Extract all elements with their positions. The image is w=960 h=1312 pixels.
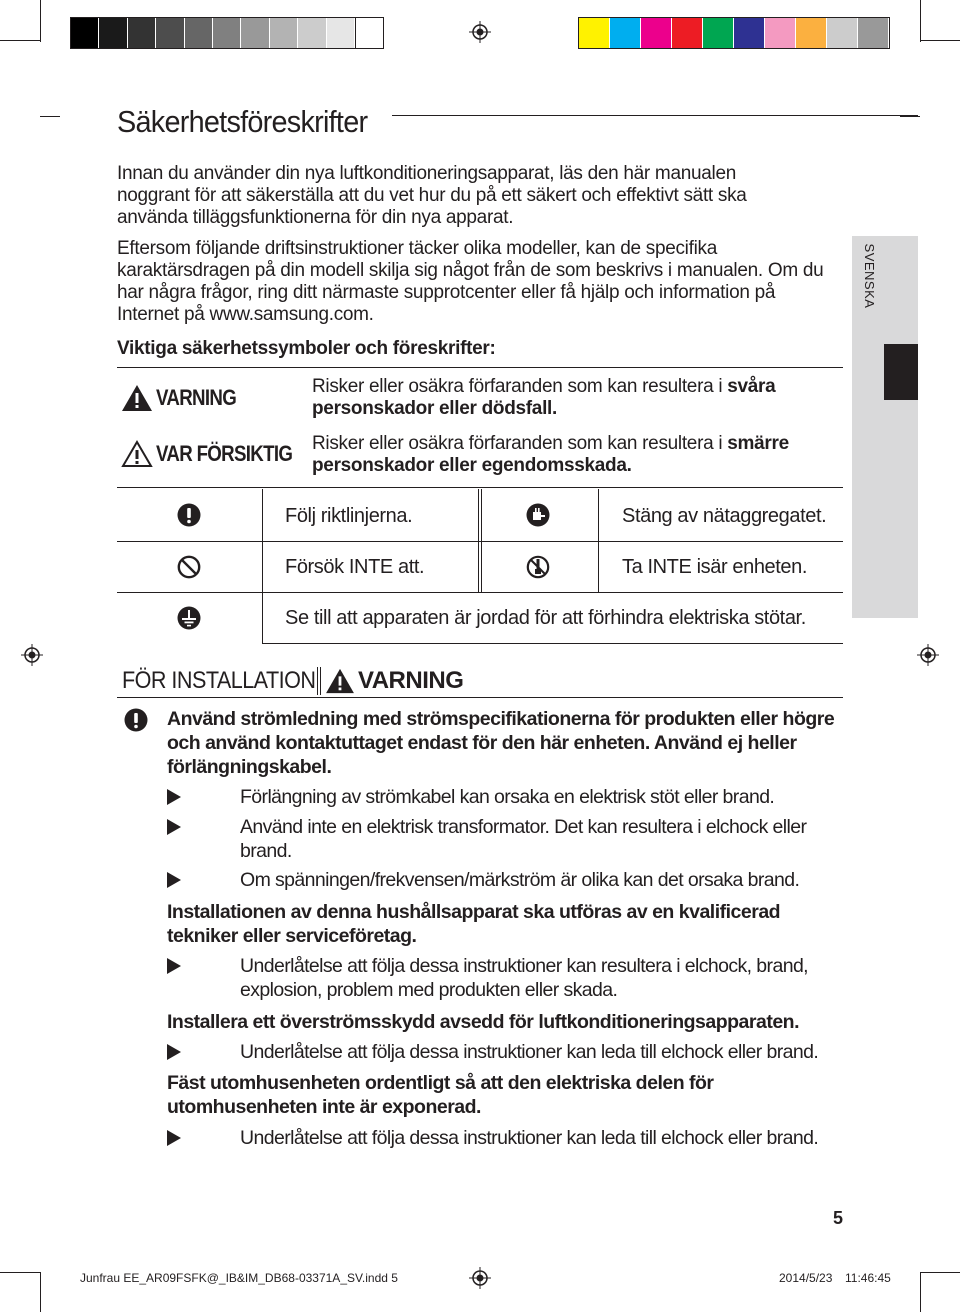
table-rule: [117, 367, 843, 368]
instruction-detail: Underlåtelse att följa dessa instruktioner kan resultera i elchock, brand, explosion, problem med produkten eller skada.: [240, 955, 809, 1001]
unplug-icon: [526, 503, 550, 527]
instruction-detail: Underlåtelse att följa dessa instruktioner kan leda till elchock eller brand.: [240, 1127, 819, 1149]
color-swatch: [99, 18, 126, 48]
crop-mark: [920, 0, 921, 42]
color-swatch: [298, 18, 325, 48]
warning-description-text: Risker eller osäkra förfaranden som kan resultera i: [312, 376, 728, 397]
registration-mark-icon: [469, 21, 491, 43]
section-rule: [117, 697, 843, 698]
table-divider: [481, 489, 482, 592]
registration-mark-icon: [21, 644, 43, 666]
instruction-heading: Använd strömledning med strömspecifikationerna för produkten eller högre och använd kontaktuttaget endast för den här enheten. Använd ej heller förlängningskabel.: [167, 708, 835, 778]
color-swatch: [156, 18, 183, 48]
bullet-arrow-icon: [167, 958, 181, 974]
page-number: 5: [833, 1208, 844, 1228]
color-swatch: [827, 18, 857, 48]
warning-label-text: VARNING: [156, 385, 237, 410]
crop-mark: [40, 1272, 41, 1312]
exclamation-icon: [124, 708, 148, 732]
footer-time: 11:46:45: [845, 1271, 891, 1285]
language-label: SVENSKA: [862, 243, 877, 309]
installation-warning-text: VARNING: [358, 667, 464, 694]
bullet-arrow-icon: [167, 789, 181, 805]
crop-mark: [920, 40, 960, 41]
symbol-text: Försök INTE att.: [285, 556, 425, 578]
color-swatch: [703, 18, 733, 48]
installation-heading: FÖR INSTALLATION: [122, 667, 316, 694]
color-swatch: [241, 18, 268, 48]
instruction-detail: Underlåtelse att följa dessa instruktioner kan leda till elchock eller brand.: [240, 1041, 819, 1063]
crop-mark: [920, 1272, 960, 1273]
bullet-arrow-icon: [167, 872, 181, 888]
color-swatch: [734, 18, 764, 48]
prohibited-icon: [177, 555, 201, 579]
registration-mark-icon: [469, 1267, 491, 1289]
bullet-arrow-icon: [167, 1130, 181, 1146]
footer-date: 2014/5/23: [779, 1271, 833, 1285]
installation-warning-label: [325, 667, 463, 695]
color-swatch: [213, 18, 240, 48]
caution-label: [121, 440, 316, 468]
table-rule: [117, 592, 843, 593]
warning-label: [121, 384, 250, 412]
caution-description-text: Risker eller osäkra förfaranden som kan resultera i: [312, 433, 728, 454]
crop-mark: [40, 0, 41, 42]
footer-filename: Junfrau EE_AR09FSFK@_IB&IM_DB68-03371A_SV.indd 5: [80, 1271, 398, 1285]
bullet-arrow-icon: [167, 819, 181, 835]
symbol-text: Följ riktlinjerna.: [285, 505, 413, 527]
bullet-arrow-icon: [167, 1044, 181, 1060]
color-swatch: [610, 18, 640, 48]
color-swatch: [327, 18, 354, 48]
ground-icon: [177, 606, 201, 630]
color-swatch: [858, 18, 888, 48]
crop-mark: [40, 116, 60, 117]
color-swatch: [579, 18, 609, 48]
intro-paragraph-2: Eftersom följande driftsinstruktioner täcker olika modeller, kan de specifika karaktärsdragen på din modell skilja sig något från de som beskrivs i manualen. Om du har några frågor, ring ditt närmaste supprotcenter eller få hjälp och information på Internet på www.samsung.com.: [117, 238, 824, 325]
warning-description-emphasis: svåra personskador eller dödsfall.: [312, 376, 776, 419]
color-swatch: [641, 18, 671, 48]
process-color-bar: [578, 17, 890, 49]
table-divider: [262, 489, 263, 643]
symbol-text: Se till att apparaten är jordad för att förhindra elektriska stötar.: [285, 607, 806, 629]
instruction-detail: Använd inte en elektrisk transformator. Det kan resultera i elchock eller brand.: [240, 816, 807, 862]
crop-mark: [920, 1272, 921, 1312]
caution-description: [312, 433, 812, 477]
crop-mark: [0, 40, 40, 41]
instruction-detail: Om spänningen/frekvensen/märkström är olika kan det orsaka brand.: [240, 869, 800, 891]
table-divider: [478, 489, 479, 592]
crop-mark: [0, 1272, 40, 1273]
color-swatch: [128, 18, 155, 48]
caution-triangle-icon: [121, 440, 153, 468]
no-disassemble-icon: [526, 555, 550, 579]
instruction-detail: Förlängning av strömkabel kan orsaka en elektrisk stöt eller brand.: [240, 786, 775, 808]
instruction-heading: Installationen av denna hushållsapparat ska utföras av en kvalificerad tekniker eller serviceföretag.: [167, 901, 781, 947]
caution-description-emphasis: smärre personskador eller egendomsskada.: [312, 433, 789, 476]
table-rule: [262, 643, 843, 644]
table-divider: [598, 489, 599, 592]
table-rule: [117, 487, 843, 488]
color-swatch: [765, 18, 795, 48]
warning-triangle-icon: [121, 384, 153, 412]
instruction-heading: Fäst utomhusenheten ordentligt så att den elektriska delen för utomhusenheten inte är exponerad.: [167, 1072, 714, 1118]
title-rule: [392, 115, 918, 116]
symbol-text: Stäng av nätaggregatet.: [622, 505, 827, 527]
grayscale-color-bar: [70, 17, 384, 49]
color-swatch: [185, 18, 212, 48]
color-swatch: [796, 18, 826, 48]
warning-triangle-icon: [325, 668, 355, 694]
warning-description: [312, 376, 812, 420]
heading-divider: [317, 667, 318, 695]
caution-label-text: VAR FÖRSIKTIG: [156, 441, 293, 466]
color-swatch: [71, 18, 98, 48]
color-swatch: [270, 18, 297, 48]
language-side-tab-marker: [884, 344, 918, 400]
crop-mark: [900, 116, 920, 117]
exclamation-icon: [177, 503, 201, 527]
instruction-heading: Installera ett överströmsskydd avsedd för luftkonditioneringsapparaten.: [167, 1011, 799, 1033]
color-swatch: [355, 18, 383, 48]
registration-mark-icon: [917, 644, 939, 666]
page-title: Säkerhetsföreskrifter: [117, 104, 368, 139]
symbols-heading: Viktiga säkerhetssymboler och föreskrifter:: [117, 338, 496, 359]
intro-paragraph-1: Innan du använder din nya luftkonditioneringsapparat, läs den här manualen noggrant för att säkerställa att du vet hur du på ett säkert och effektivt sätt ska använda tilläggsfunktionerna för din nya apparat.: [117, 163, 747, 228]
color-swatch: [672, 18, 702, 48]
heading-divider: [320, 667, 321, 695]
symbol-text: Ta INTE isär enheten.: [622, 556, 808, 578]
table-rule: [117, 541, 843, 542]
